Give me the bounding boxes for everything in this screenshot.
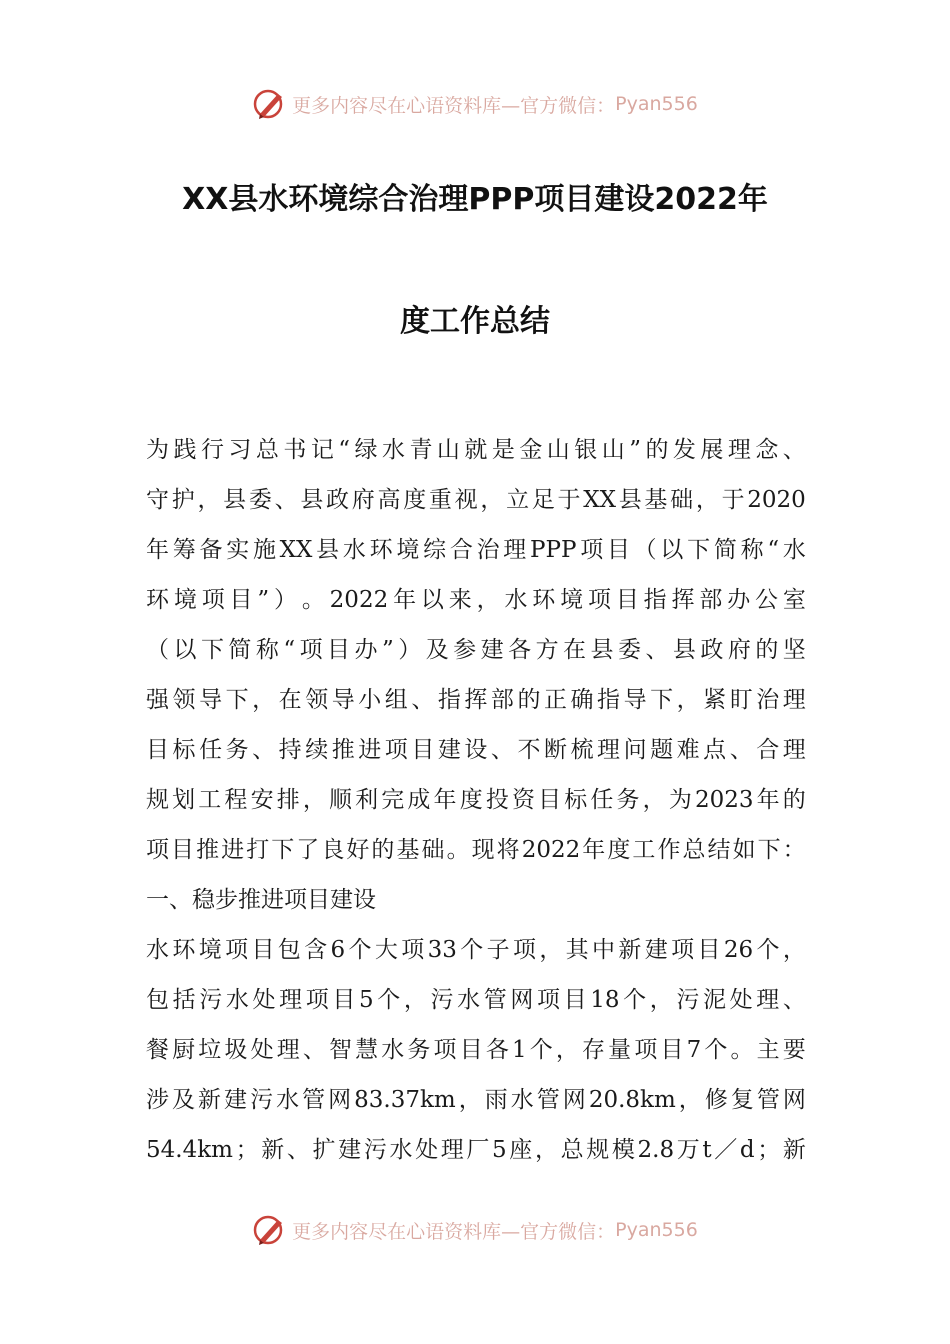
header-watermark [0,84,950,124]
body-line: 包 括 污 水 处 理 项 目 5 个 ， 污 水 管 网 项 目 18 个 ， 污 泥 处 理 、 [146,987,806,1013]
watermark-wechat-id: Pyan556 [615,1219,698,1241]
body-line: 目 标 任 务 、 持 续 推 进 项 目 建 设 、 不 断 梳 理 问 题 难 点 、 合 理 [146,737,806,763]
body-line: 54.4km ； 新 、 扩 建 污 水 处 理 厂 5 座 ， 总 规 模 2.8 万 t ／ d ； 新 [146,1137,806,1163]
body-line: 环 境 项 目 ” ） 。 2022 年 以 来 ， 水 环 境 项 目 指 挥 部 办 公 室 [146,587,806,613]
body-line: 为 践 行 习 总 书 记 “ 绿 水 青 山 就 是 金 山 银 山 ” 的 发 展 理 念 、 [146,437,806,463]
body-line: 规 划 工 程 安 排 ， 顺 利 完 成 年 度 投 资 目 标 任 务 ， 为 2023 年 的 [146,787,806,813]
footer-watermark [0,1210,950,1250]
pen-logo-icon [252,86,288,122]
body-line: 强 领 导 下 ， 在 领 导 小 组 、 指 挥 部 的 正 确 指 导 下 ， 紧 盯 治 理 [146,687,806,713]
watermark-text: 更多内容尽在心语资料库—官方微信： [292,1220,616,1243]
body-line: 餐 厨 垃 圾 处 理 、 智 慧 水 务 项 目 各 1 个 ， 存 量 项 目 7 个 。 主 要 [146,1037,806,1063]
body-line: 守 护 ， 县 委 、 县 政 府 高 度 重 视 ， 立 足 于 XX 县 基 础 ， 于 2020 [146,487,806,513]
body-line: 涉 及 新 建 污 水 管 网 83.37km ， 雨 水 管 网 20.8km ， 修 复 管 网 [146,1087,806,1113]
document-title-line-1: XX县水环境综合治理PPP项目建设2022年 [182,182,768,217]
body-line: 一、稳步推进项目建设 [146,887,376,913]
pen-logo-icon [252,1212,288,1248]
body-paragraphs [146,425,806,1175]
document-title-line-2: 度工作总结 [400,304,550,339]
body-line: 项 目 推 进 打 下 了 良 好 的 基 础 。 现 将 2022 年 度 工 作 总 结 如 下 ： [146,837,806,863]
body-line: （ 以 下 简 称 “ 项 目 办 ” ） 及 参 建 各 方 在 县 委 、 县 政 府 的 坚 [146,637,806,663]
body-line: 水 环 境 项 目 包 含 6 个 大 项 33 个 子 项 ， 其 中 新 建 项 目 26 个 ， [146,937,806,963]
watermark-text: 更多内容尽在心语资料库—官方微信： [292,94,616,117]
body-line: 年 筹 备 实 施 XX 县 水 环 境 综 合 治 理 PPP 项 目 （ 以 下 简 称 “ 水 [146,537,806,563]
watermark-wechat-id: Pyan556 [615,93,698,115]
